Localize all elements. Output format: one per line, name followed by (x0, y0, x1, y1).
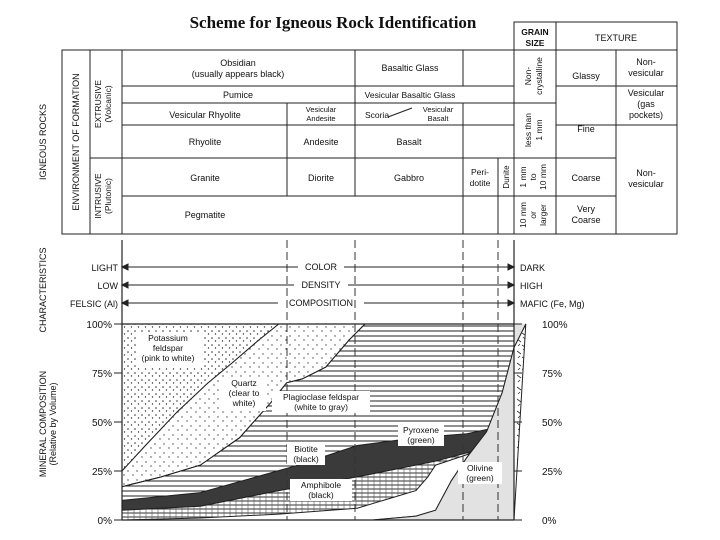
mafic-label: MAFIC (Fe, Mg) (520, 299, 585, 309)
rock-vesicular-andesite: Vesicular Andesite (305, 105, 337, 123)
rock-pegmatite: Pegmatite (184, 210, 226, 220)
tick-label-l: 50% (91, 418, 112, 429)
texture-fine: Fine (577, 124, 595, 134)
chart-title: Scheme for Igneous Rock Identification (189, 13, 477, 32)
label-olivine: Olivine (green) (466, 463, 494, 483)
intrusive-label: INTRUSIVE(Plutonic) (93, 173, 113, 219)
tick-label-r: 0% (542, 516, 557, 527)
grain-less-than-1mm: less than1 mm (523, 112, 544, 148)
label-amphibole: Amphibole (black) (300, 480, 342, 500)
rock-scoria: Scoria (364, 110, 390, 120)
label-potassium-feldspar: Potassium feldspar (pink to white) (141, 333, 195, 363)
light-label: LIGHT (91, 263, 118, 273)
rock-vesicular-basaltic-glass: Vesicular Basaltic Glass (364, 90, 456, 100)
rock-rhyolite: Rhyolite (188, 137, 222, 147)
tick-label-r: 25% (542, 467, 563, 478)
grain-noncrystalline: Non-crystalline (523, 57, 544, 95)
label-biotite: Biotite (black) (293, 444, 319, 464)
rock-granite: Granite (190, 173, 220, 183)
label-quartz: Quartz (clear to white) (228, 378, 260, 408)
texture-nonvesicular-top: Non-vesicular (628, 57, 664, 78)
tick-label-l: 0% (97, 516, 112, 527)
texture-glassy: Glassy (572, 71, 600, 81)
characteristics-label: CHARACTERISTICS (38, 247, 48, 333)
rock-andesite: Andesite (303, 137, 339, 147)
rock-vesicular-basalt: Vesicular Basalt (422, 105, 454, 123)
grain-10mm-or-larger: 10 mmorlarger (518, 202, 548, 228)
tick-label-r: 50% (542, 418, 563, 429)
rock-basalt: Basalt (396, 137, 422, 147)
rock-basaltic-glass: Basaltic Glass (381, 63, 439, 73)
tick-label-r: 75% (542, 369, 563, 380)
rock-dunite: Dunite (502, 165, 511, 189)
rock-obsidian: Obsidian (usually appears black) (191, 58, 285, 79)
texture-coarse: Coarse (571, 173, 601, 183)
high-label: HIGH (520, 281, 543, 291)
rock-pumice: Pumice (222, 90, 254, 100)
tick-label-l: 25% (91, 467, 112, 478)
igneous-rocks-label: IGNEOUS ROCKS (38, 103, 48, 181)
grain-1-to-10mm: 1 mmto10 mm (518, 164, 548, 190)
rock-vesicular-rhyolite: Vesicular Rhyolite (169, 110, 241, 120)
low-label: LOW (97, 281, 118, 291)
color-label: COLOR (304, 262, 338, 272)
tick-label-r: 100% (542, 320, 568, 331)
extrusive-label: EXTRUSIVE(Volcanic) (93, 79, 113, 129)
tick-label-l: 100% (86, 320, 112, 331)
environment-label: ENVIRONMENT OF FORMATION (71, 73, 81, 211)
dark-label: DARK (520, 263, 546, 273)
density-label: DENSITY (301, 280, 341, 290)
texture-nonvesicular-bottom: Non-vesicular (628, 168, 664, 189)
composition-label: COMPOSITION (288, 298, 354, 308)
rock-gabbro: Gabbro (393, 173, 425, 183)
mineral-composition-label: MINERAL COMPOSITION(Relative by Volume) (38, 370, 58, 478)
rock-peridotite: Peri-dotite (469, 167, 491, 188)
label-pyroxene: Pyroxene (green) (403, 425, 439, 445)
label-plagioclase: Plagioclase feldspar (white to gray) (282, 392, 360, 412)
rock-diorite: Diorite (307, 173, 335, 183)
texture-vesicular: Vesicular (gas pockets) (627, 88, 665, 120)
grain-size-header: GRAIN SIZE (521, 27, 549, 48)
texture-very-coarse: Very Coarse (571, 204, 601, 225)
felsic-label: FELSIC (Al) (69, 299, 118, 309)
texture-header: TEXTURE (594, 33, 638, 43)
tick-label-l: 75% (91, 369, 112, 380)
